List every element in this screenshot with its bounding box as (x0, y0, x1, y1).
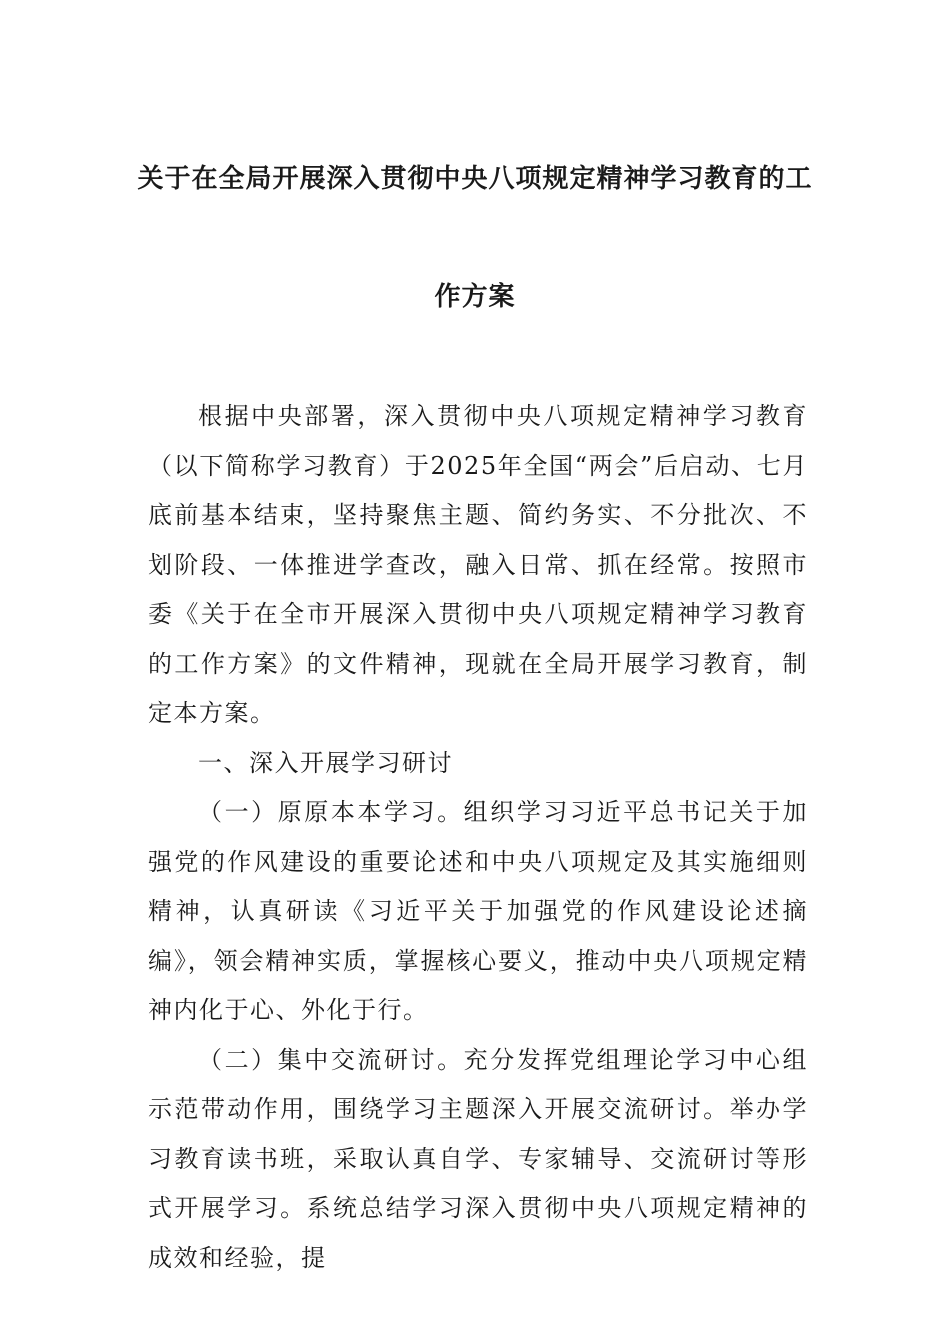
document-title-line-2: 作方案 (434, 282, 516, 312)
paragraph-study: （一）原原本本学习。组织学习习近平总书记关于加强党的作风建设的重要论述和中央八项规定及其实施细则精神，认真研读《习近平关于加强党的作风建设论述摘编》，领会精神实质，掌握核心要义，推动中央八项规定精神内化于心、外化于行。 (148, 798, 808, 1024)
section-heading-1: 一、深入开展学习研讨 (198, 748, 453, 777)
paragraph-intro: 根据中央部署，深入贯彻中央八项规定精神学习教育（以下简称学习教育）于2025年全国“两会”后启动、七月底前基本结束，坚持聚焦主题、简约务实、不分批次、不划阶段、一体推进学查改，融入日常、抓在经常。按照市委《关于在全市开展深入贯彻中央八项规定精神学习教育的工作方案》的文件精神，现就在全局开展学习教育，制定本方案。 (148, 402, 808, 727)
document-body (148, 392, 808, 1283)
paragraph-discussion: （二）集中交流研讨。充分发挥党组理论学习中心组示范带动作用，围绕学习主题深入开展交流研讨。举办学习教育读书班，采取认真自学、专家辅导、交流研讨等形式开展学习。系统总结学习深入贯彻中央八项规定精神的成效和经验，提 (148, 1045, 808, 1272)
document-title-line-1: 关于在全局开展深入贯彻中央八项规定精神学习教育的工 (137, 164, 813, 194)
